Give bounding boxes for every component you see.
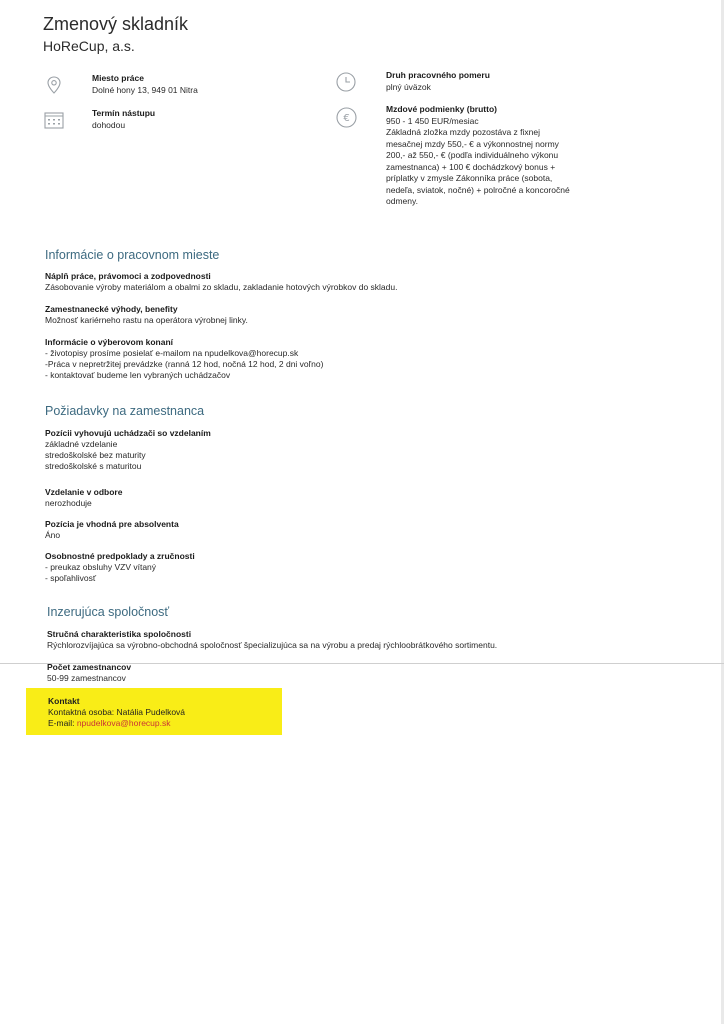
skills-line: - spoľahlivosť: [45, 573, 97, 583]
salary-line: mesačnej mzdy 550,- € a výkonnostnej normy: [386, 138, 559, 149]
start-block: [92, 108, 155, 131]
employees-label: Počet zamestnancov: [47, 662, 132, 672]
contact-highlight: [26, 688, 282, 735]
education-label: Pozícii vyhovujú uchádzači so vzdelaním: [45, 428, 211, 438]
contact-email-line: [48, 718, 185, 729]
calendar-icon: [44, 112, 64, 129]
section-heading-company: Inzerujúca spoločnosť: [47, 605, 170, 619]
education-line: stredoškolské s maturitou: [45, 461, 142, 471]
location-label: Miesto práce: [92, 73, 144, 83]
field-label: Vzdelanie v odbore: [45, 487, 123, 497]
duties-label: Náplň práce, právomoci a zodpovednosti: [45, 271, 211, 281]
salary-line: odmeny.: [386, 196, 418, 206]
salary-line: Základná zložka mzdy pozostáva z fixnej: [386, 127, 541, 137]
skills-item: [45, 551, 685, 584]
skills-label: Osobnostné predpoklady a zručnosti: [45, 551, 195, 561]
contact-person: Kontaktná osoba: Natália Pudelková: [48, 707, 186, 717]
location-value: Dolné hony 13, 949 01 Nitra: [92, 84, 198, 95]
skills-line: - preukaz obsluhy VZV vítaný: [45, 562, 157, 572]
salary-line: 200,- až 550,- € (podľa individuálneho výkonu: [386, 150, 559, 160]
start-label: Termín nástupu: [92, 108, 156, 118]
company-description-item: [47, 629, 687, 651]
section-heading-job-info: Informácie o pracovnom mieste: [45, 248, 220, 262]
svg-text:€: €: [343, 113, 350, 124]
company-description-label: Stručná charakteristika spoločnosti: [47, 629, 192, 639]
selection-line: -Práca v nepretržitej prevádzke (ranná 12 hod, nočná 12 hod, 2 dni voľno): [45, 359, 324, 369]
benefits-label: Zamestnanecké výhody, benefity: [45, 304, 178, 314]
field-text: nerozhoduje: [45, 498, 92, 508]
selection-line: - kontaktovať budeme len vybraných uchádzačov: [45, 370, 231, 380]
salary-line: príplatky v zmysle Zákonníka práce (sobota,: [386, 173, 553, 183]
salary-line: nedeľa, sviatok, nočné) + polročné a koncoročné: [386, 184, 570, 195]
education-line: základné vzdelanie: [45, 439, 118, 449]
employment-value: plný úväzok: [386, 81, 431, 92]
benefits-item: [45, 304, 685, 326]
selection-line: - životopisy prosíme posielať e-mailom na npudelkova@horecup.sk: [45, 348, 299, 358]
employees-item: [47, 662, 687, 684]
company-description-text: Rýchlorozvíjajúca sa výrobno-obchodná spoločnosť špecializujúca sa na výrobu a predaj rýchloobrátkového sortimentu.: [47, 640, 498, 650]
location-block: [92, 73, 198, 96]
start-value: dohodou: [92, 119, 126, 130]
clock-icon: [336, 72, 356, 92]
selection-label: Informácie o výberovom konaní: [45, 337, 174, 347]
salary-block: [386, 104, 626, 208]
contact-email-link[interactable]: npudelkova@horecup.sk: [76, 718, 171, 728]
field-item: [45, 487, 685, 509]
job-title: Zmenový skladník: [43, 14, 189, 34]
graduate-item: [45, 519, 685, 541]
graduate-text: Áno: [45, 530, 61, 540]
education-item: [45, 428, 685, 472]
contact-block: [48, 696, 185, 729]
education-line: stredoškolské bez maturity: [45, 450, 146, 460]
selection-item: [45, 337, 685, 381]
duties-text: Zásobovanie výroby materiálom a obalmi zo skladu, zakladanie hotových výrobkov do skladu.: [45, 282, 398, 292]
salary-line: 950 - 1 450 EUR/mesiac: [386, 115, 479, 126]
salary-label: Mzdové podmienky (brutto): [386, 104, 497, 114]
graduate-label: Pozícia je vhodná pre absolventa: [45, 519, 179, 529]
euro-icon: [336, 107, 357, 128]
location-pin-icon: [47, 76, 61, 94]
employment-block: [386, 70, 490, 93]
section-heading-requirements: Požiadavky na zamestnanca: [45, 404, 205, 418]
company-name: HoReCup, a.s.: [43, 38, 135, 54]
benefits-text: Možnosť kariérneho rastu na operátora výrobnej linky.: [45, 315, 248, 325]
contact-label: Kontakt: [48, 696, 80, 706]
employment-label: Druh pracovného pomeru: [386, 70, 490, 80]
employees-text: 50-99 zamestnancov: [47, 673, 126, 683]
contact-email-prefix: E-mail:: [48, 718, 77, 728]
salary-line: zamestnanca) + 100 € dochádzkový bonus +: [386, 161, 556, 172]
duties-item: [45, 271, 685, 293]
